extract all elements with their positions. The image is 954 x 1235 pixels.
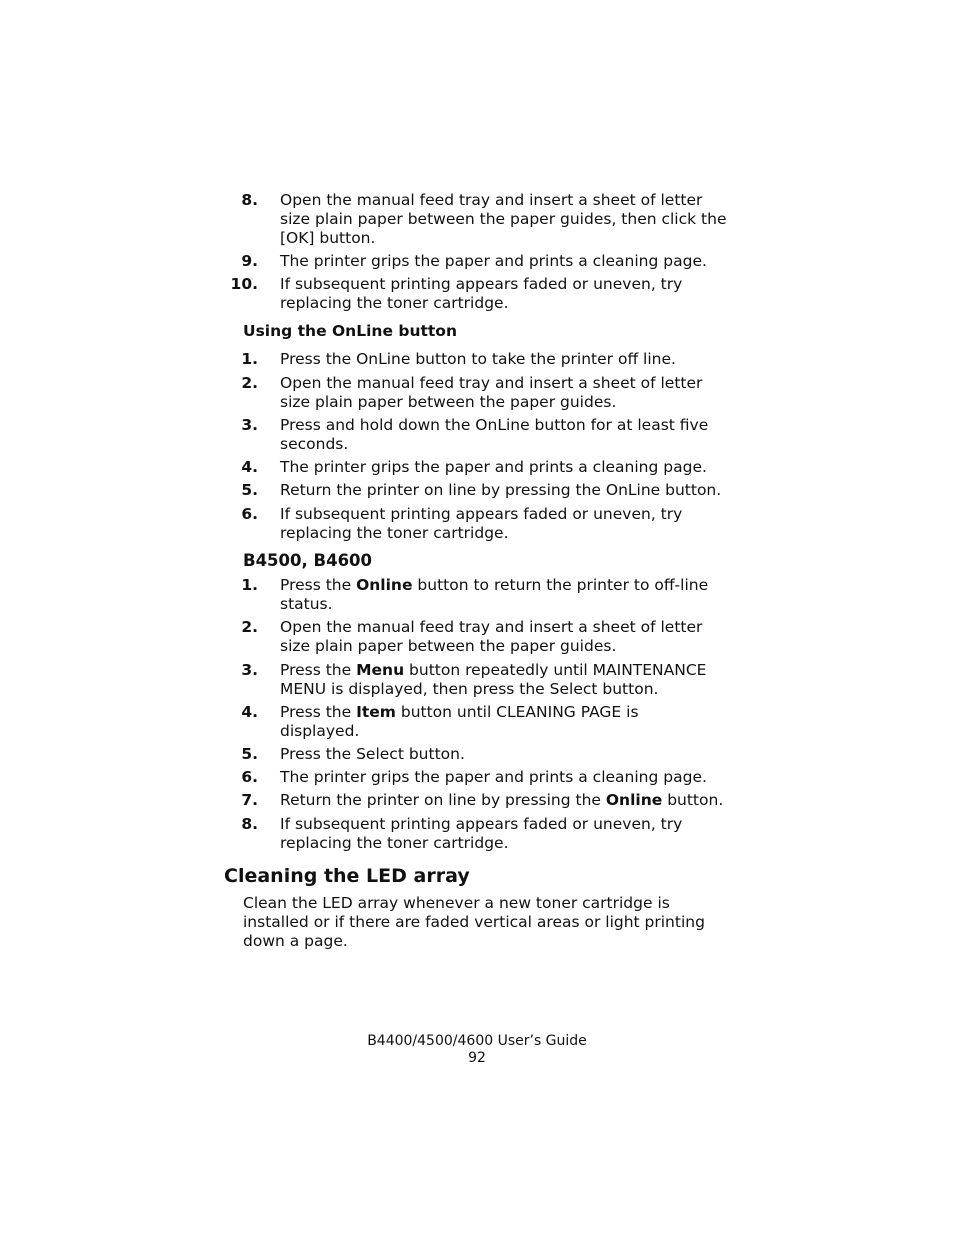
- step-text: Return the printer on line by pressing the Online button.: [280, 791, 724, 809]
- step-number: 6.: [241, 505, 258, 523]
- step-number: 7.: [241, 791, 258, 809]
- step-number: 5.: [241, 481, 258, 499]
- step-text: The printer grips the paper and prints a cleaning page.: [280, 768, 707, 786]
- step-number: 4.: [241, 458, 258, 476]
- step-number: 3.: [241, 416, 258, 434]
- step-text: The printer grips the paper and prints a cleaning page.: [280, 458, 707, 476]
- step-number: 8.: [241, 815, 258, 833]
- step-number: 2.: [241, 374, 258, 392]
- step-text: If subsequent printing appears faded or uneven, try replacing the toner cartridge.: [280, 815, 683, 852]
- step-text: Press the Online button to return the printer to off-line status.: [280, 576, 709, 613]
- button-name: Menu: [356, 661, 405, 679]
- model-heading: B4500, B4600: [243, 551, 373, 570]
- step-number: 1.: [241, 576, 258, 594]
- step-number: 8.: [241, 191, 258, 209]
- step-number: 5.: [241, 745, 258, 763]
- step-number: 4.: [241, 703, 258, 721]
- step-number: 3.: [241, 661, 258, 679]
- button-name: Online: [356, 576, 413, 594]
- button-name: Online: [605, 791, 663, 809]
- step-text: Open the manual feed tray and insert a sheet of letter size plain paper between the paper guides.: [280, 618, 703, 655]
- step-text: The printer grips the paper and prints a cleaning page.: [280, 252, 707, 270]
- step-text: Press and hold down the OnLine button for at least five seconds.: [280, 416, 709, 453]
- step-number: 2.: [241, 618, 258, 636]
- section-heading: Cleaning the LED array: [224, 865, 470, 887]
- step-text: If subsequent printing appears faded or uneven, try replacing the toner cartridge.: [280, 505, 683, 542]
- step-text: Open the manual feed tray and insert a sheet of letter size plain paper between the paper guides.: [280, 374, 703, 411]
- button-name: Item: [356, 703, 396, 721]
- step-text: Press the Select button.: [280, 745, 465, 763]
- page-number: 92: [468, 1050, 486, 1066]
- step-text: Press the Item button until CLEANING PAGE is displayed.: [280, 703, 639, 740]
- step-number: 6.: [241, 768, 258, 786]
- step-text: Return the printer on line by pressing the OnLine button.: [280, 481, 722, 499]
- step-text: If subsequent printing appears faded or uneven, try replacing the toner cartridge.: [280, 275, 683, 312]
- step-number: 10.: [230, 275, 258, 293]
- step-text: Open the manual feed tray and insert a sheet of letter size plain paper between the paper guides, then click the [OK] button.: [280, 191, 727, 247]
- step-number: 1.: [241, 350, 258, 368]
- step-number: 9.: [241, 252, 258, 270]
- step-text: Press the Menu button repeatedly until MAINTENANCE MENU is displayed, then press the Select button.: [280, 661, 707, 698]
- step-text: Press the OnLine button to take the printer off line.: [280, 350, 676, 368]
- footer-guide-title: B4400/4500/4600 User’s Guide: [367, 1033, 587, 1049]
- section-paragraph: Clean the LED array whenever a new toner cartridge is installed or if there are faded vertical areas or light printing down a page.: [243, 894, 705, 950]
- subsection-heading: Using the OnLine button: [243, 322, 457, 340]
